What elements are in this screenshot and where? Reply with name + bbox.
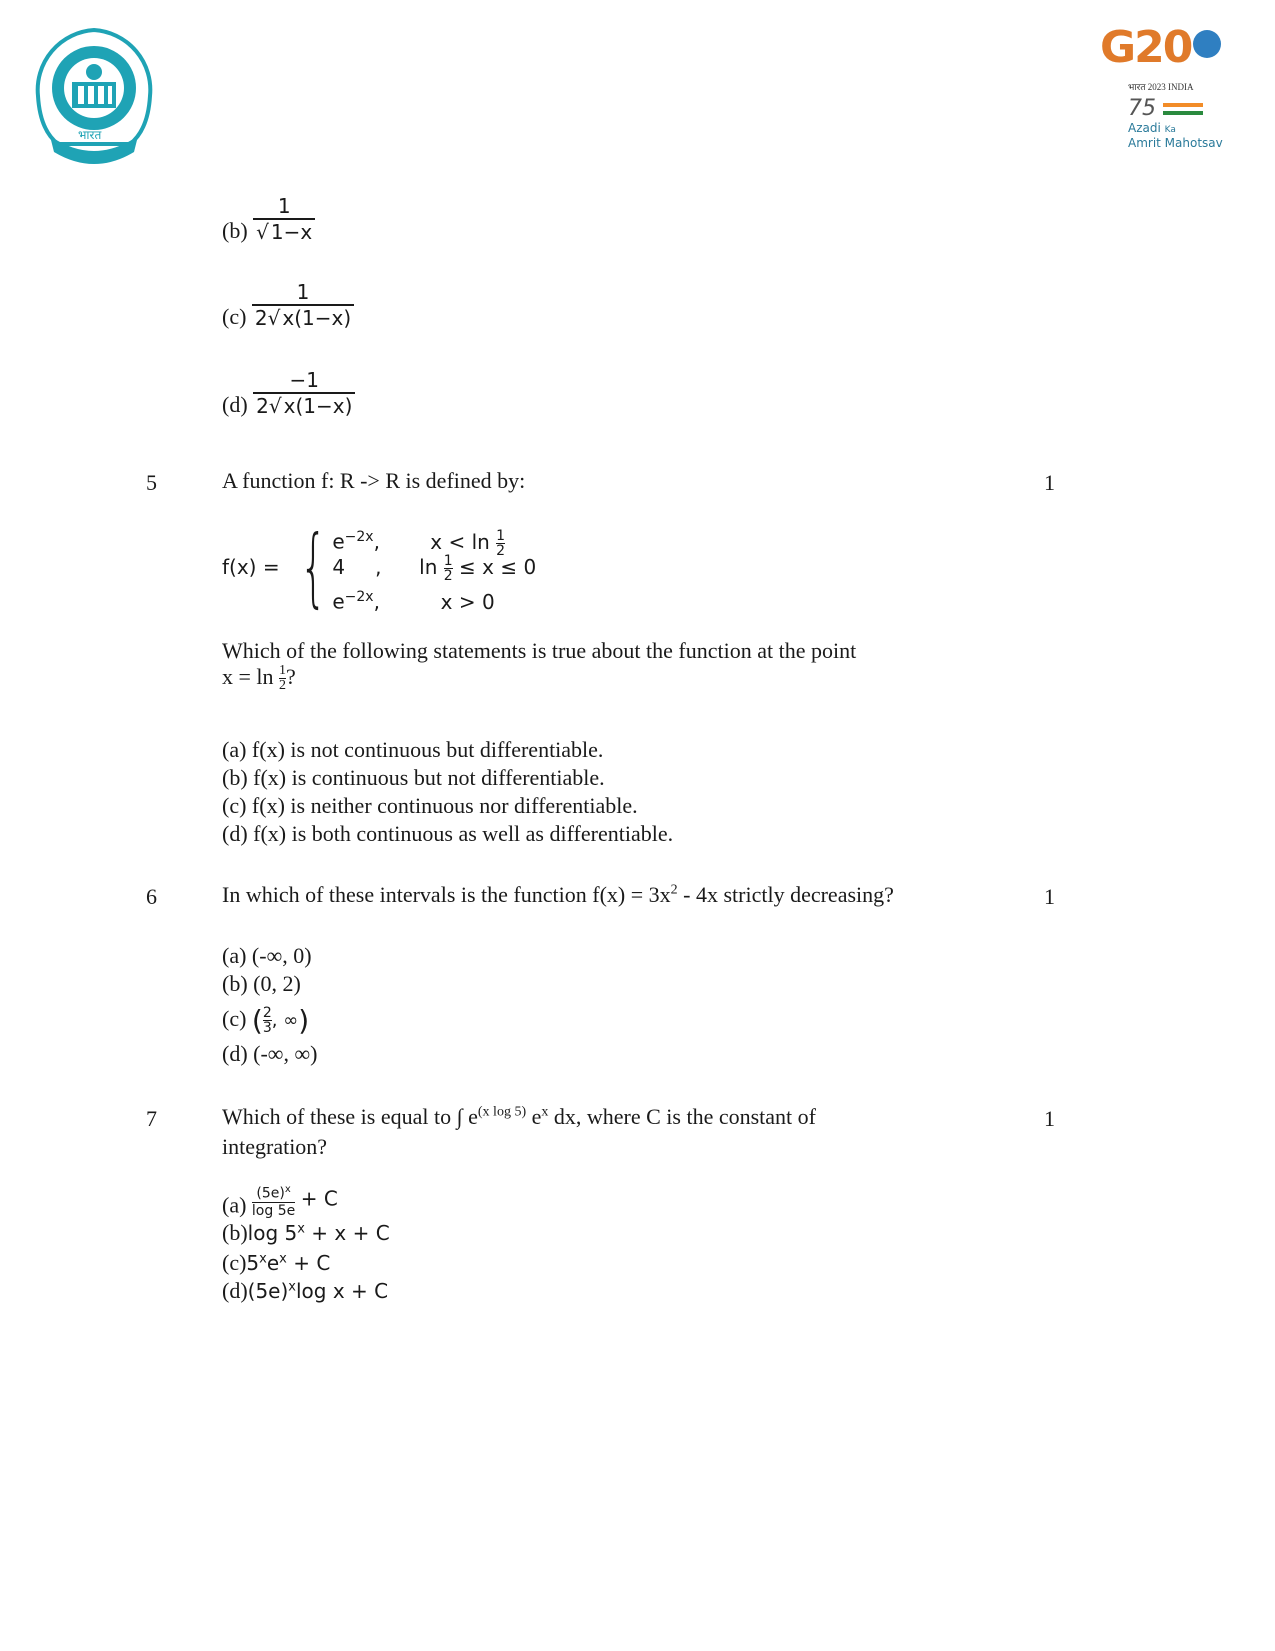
option-a[interactable]: (a) (-∞, 0) xyxy=(222,943,312,968)
option-rest: + x + C xyxy=(304,1221,390,1245)
question-text-pre: Which of these is equal to ∫ e xyxy=(222,1104,478,1129)
fraction-denominator: 3 xyxy=(262,1020,272,1037)
exponent: (x log 5) xyxy=(477,1104,527,1120)
exponent: x xyxy=(259,1251,267,1267)
coefficient: 2 xyxy=(256,394,269,418)
piece-row xyxy=(332,522,552,559)
option-expr: log 5 xyxy=(247,1221,298,1245)
q4-option-b: (b) $\frac{1}{√ 1-x}$ xyxy=(222,194,315,244)
fraction-denominator: 1−x xyxy=(270,220,313,244)
question-text xyxy=(222,1104,816,1130)
piece-condition-post: ≤ x ≤ 0 xyxy=(459,555,537,579)
fraction-denominator: x(1−x) xyxy=(283,394,353,418)
question-text: Which of the following statements is true about the function at the point xyxy=(222,638,857,663)
option-c[interactable] xyxy=(222,1250,390,1278)
q4-option-d: (d) $\frac{-1}{2√ x(1-x)}$ xyxy=(222,368,355,418)
question-number: 7 xyxy=(146,1106,157,1131)
option-a[interactable]: (a) f(x) is not continuous but differentiable. xyxy=(222,737,604,762)
globe-lotus-icon xyxy=(1193,30,1221,58)
question-text: A function f: R -> R is defined by: xyxy=(222,468,526,493)
option-expr: (5e) xyxy=(247,1279,289,1303)
question-text-post: dx, where C is the constant of xyxy=(548,1104,816,1129)
option-label: (c) xyxy=(222,1006,247,1031)
q6-options xyxy=(222,942,318,1068)
piece-expr: 4 xyxy=(332,555,346,579)
interval-rest: , ∞ xyxy=(271,1010,299,1031)
piece-row xyxy=(332,552,552,582)
question-text xyxy=(222,882,894,908)
g20-subtitle: भारत 2023 INDIA xyxy=(1128,82,1194,92)
option-label: (c) xyxy=(222,1250,247,1275)
piece-row xyxy=(332,582,552,612)
fraction-numerator: −1 xyxy=(289,368,320,392)
exponent: x xyxy=(288,1279,296,1295)
point-expr: x = ln xyxy=(222,664,274,689)
half-numerator: 1 xyxy=(496,527,506,544)
azadi-logo xyxy=(1128,96,1238,156)
cbse-logo-caption: भारत xyxy=(78,128,102,142)
piece-comma: , xyxy=(373,529,380,554)
fraction-numerator: (5e) xyxy=(256,1185,285,1202)
exponent: x xyxy=(284,1184,291,1195)
option-label: (b) xyxy=(222,1220,248,1245)
question-marks: 1 xyxy=(1044,1106,1055,1131)
q4-option-c: (c) $\frac{1}{2√ x(1-x)}$ xyxy=(222,280,354,330)
option-label: (b) xyxy=(222,218,248,243)
q5-options xyxy=(222,736,673,848)
question-text-post: - 4x strictly decreasing? xyxy=(677,882,894,907)
option-b[interactable]: (b) (0, 2) xyxy=(222,971,301,996)
half-numerator: 1 xyxy=(279,663,287,679)
function-lhs: f(x) = xyxy=(222,555,280,579)
option-d[interactable] xyxy=(222,1278,390,1306)
option-label: (d) xyxy=(222,392,248,417)
question-text-mid: e xyxy=(526,1104,542,1129)
option-c[interactable]: (c) ( $\frac{2}{3}$ , ∞) xyxy=(222,1003,310,1037)
option-rest: log x + C xyxy=(296,1279,389,1303)
option-label: (a) xyxy=(222,1192,247,1218)
option-b[interactable]: (b) f(x) is continuous but not differentiable. xyxy=(222,765,605,790)
cbse-logo xyxy=(30,26,158,168)
question-text-line2: integration? xyxy=(222,1134,328,1159)
azadi-text: Azadi xyxy=(1128,121,1161,135)
question-marks: 1 xyxy=(1044,470,1055,495)
azadi-number: 75 xyxy=(1128,96,1156,121)
fraction-numerator: 2 xyxy=(262,1005,272,1022)
q7-options xyxy=(222,1182,390,1306)
option-c[interactable]: (c) f(x) is neither continuous nor differentiable. xyxy=(222,793,638,818)
g20-text: G20 xyxy=(1100,22,1192,73)
half-denominator: 2 xyxy=(443,568,453,584)
option-rest: + C xyxy=(300,1186,338,1211)
piece-expr: e xyxy=(332,529,345,554)
option-b[interactable] xyxy=(222,1220,390,1250)
piece-condition-pre: ln xyxy=(419,555,438,579)
option-d[interactable]: (d) f(x) is both continuous as well as differentiable. xyxy=(222,821,674,846)
exponent: x xyxy=(297,1221,305,1237)
option-label: (d) xyxy=(222,1278,248,1303)
question-text-line2 xyxy=(222,664,296,693)
fraction-numerator: 1 xyxy=(296,280,310,304)
superscript: 2 xyxy=(670,882,678,898)
piece-comma: , xyxy=(373,589,380,614)
half-denominator: 2 xyxy=(496,542,506,559)
question-mark: ? xyxy=(286,664,296,689)
piece-condition: x < ln xyxy=(430,529,490,554)
option-rest: + C xyxy=(286,1251,331,1275)
flag-icon xyxy=(1163,103,1203,115)
option-d[interactable]: (d) (-∞, ∞) xyxy=(222,1041,318,1066)
option-a[interactable] xyxy=(222,1182,390,1220)
piece-condition: x > 0 xyxy=(440,589,495,614)
question-marks: 1 xyxy=(1044,884,1055,909)
piece-exponent: −2x xyxy=(344,529,374,545)
exponent: x xyxy=(541,1104,549,1120)
g20-logo xyxy=(1100,22,1240,82)
azadi-ka: Ka xyxy=(1164,125,1176,135)
option-expr: e xyxy=(266,1251,280,1275)
coefficient: 2 xyxy=(254,306,268,330)
fraction-denominator: x(1−x) xyxy=(282,306,352,330)
piece-comma: , xyxy=(375,555,382,579)
question-text-pre: In which of these intervals is the function f(x) = 3x xyxy=(222,882,671,907)
piece-expr: e xyxy=(332,589,345,614)
amrit-mahotsav-text: Amrit Mahotsav xyxy=(1128,136,1223,150)
question-number: 6 xyxy=(146,884,157,909)
option-label: (c) xyxy=(222,304,247,329)
exponent: x xyxy=(279,1251,287,1267)
left-brace: { xyxy=(299,517,327,617)
fraction-denominator: log 5e xyxy=(251,1202,296,1219)
piecewise-function xyxy=(222,517,553,617)
piece-exponent: −2x xyxy=(344,589,374,605)
option-expr: 5 xyxy=(246,1251,260,1275)
fraction-numerator: 1 xyxy=(277,194,291,218)
half-numerator: 1 xyxy=(443,553,453,569)
question-number: 5 xyxy=(146,470,157,495)
half-denominator: 2 xyxy=(279,678,287,694)
